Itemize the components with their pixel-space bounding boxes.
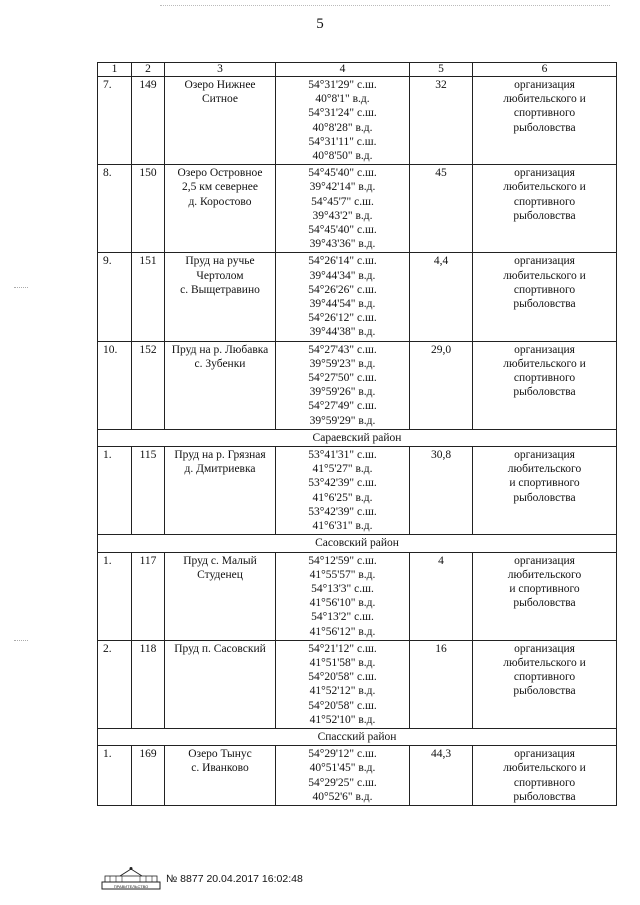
purpose-line: организация (514, 255, 575, 268)
table-header-row (98, 63, 617, 77)
coordinates-line: 54°26'14" с.ш. (308, 255, 377, 268)
area: 16 (410, 640, 473, 728)
coordinates-line: 54°20'58" с.ш. (308, 671, 377, 684)
site-name (165, 552, 276, 640)
row-number: 1. (98, 746, 132, 806)
table-row (98, 552, 617, 640)
area: 30,8 (410, 447, 473, 535)
coordinates-line: 54°29'25" с.ш. (308, 776, 377, 789)
purpose-line: любительского (507, 463, 582, 476)
coordinates-line: 39°44'54" в.д. (309, 298, 376, 311)
site-name-line: Пруд п. Сасовский (174, 642, 266, 655)
purpose (473, 640, 617, 728)
site-name-line: 2,5 км севернее (182, 181, 258, 194)
purpose-line: спортивного (513, 671, 576, 684)
purpose (473, 77, 617, 165)
page-number: 5 (316, 16, 324, 32)
table-row (98, 640, 617, 728)
site-name (165, 640, 276, 728)
coordinates-line: 39°44'34" в.д. (309, 269, 376, 282)
coordinates-line: 40°52'6" в.д. (312, 790, 373, 803)
region-header-row (98, 535, 617, 552)
coordinates-line: 54°12'59" с.ш. (308, 554, 377, 567)
purpose-line: спортивного (513, 195, 576, 208)
coordinates (276, 640, 410, 728)
document-footer (100, 866, 320, 896)
coordinates-line: 40°8'1" в.д. (315, 93, 370, 106)
site-name-line: Пруд на р. Любавка (171, 343, 269, 356)
coordinates-line: 41°56'10" в.д. (309, 597, 376, 610)
coordinates-line: 39°59'26" в.д. (309, 386, 376, 399)
site-name (165, 253, 276, 341)
coordinates-line: 53°41'31" с.ш. (308, 449, 377, 462)
purpose-line: любительского и (503, 269, 586, 282)
purpose-line: организация (514, 748, 575, 761)
site-name-line: Пруд на ручье (185, 255, 255, 268)
site-code: 118 (132, 640, 165, 728)
purpose (473, 746, 617, 806)
site-name-line: д. Дмитриевка (184, 463, 256, 476)
site-code: 117 (132, 552, 165, 640)
site-name (165, 341, 276, 429)
coordinates-line: 54°31'29" с.ш. (308, 79, 377, 91)
coordinates (276, 341, 410, 429)
purpose-line: и спортивного (509, 477, 580, 490)
purpose (473, 447, 617, 535)
purpose-line: рыболовства (513, 209, 576, 222)
coordinates-line: 54°31'11" с.ш. (308, 135, 377, 148)
site-code: 169 (132, 746, 165, 806)
area: 29,0 (410, 341, 473, 429)
site-code: 150 (132, 165, 165, 253)
site-name-line: Озеро Тынус (188, 748, 252, 761)
site-name (165, 77, 276, 165)
coordinates (276, 165, 410, 253)
coordinates-line: 39°42'14" в.д. (309, 181, 376, 194)
seal-caption: ПРАВИТЕЛЬСТВО (113, 884, 149, 889)
area: 44,3 (410, 746, 473, 806)
site-name (165, 746, 276, 806)
coordinates-line: 53°42'39" с.ш. (308, 505, 377, 518)
site-name-line: Пруд с. Малый (183, 554, 257, 567)
row-number: 1. (98, 447, 132, 535)
site-name-line: Озеро Нижнее (184, 79, 256, 91)
site-name (165, 447, 276, 535)
row-number: 1. (98, 552, 132, 640)
coordinates-line: 41°6'25" в.д. (312, 491, 373, 504)
coordinates-line: 54°45'40" с.ш. (308, 167, 377, 180)
table-row (98, 447, 617, 535)
column-header: 1 (98, 63, 132, 77)
area: 32 (410, 77, 473, 165)
table-row (98, 341, 617, 429)
coordinates-line: 54°45'7" с.ш. (311, 195, 374, 208)
region-header-row (98, 728, 617, 745)
area: 45 (410, 165, 473, 253)
coordinates-line: 53°42'39" с.ш. (308, 477, 377, 490)
purpose-line: рыболовства (513, 491, 576, 504)
purpose-line: любительского и (503, 181, 586, 194)
column-header: 6 (473, 63, 617, 77)
table-row (98, 746, 617, 806)
coordinates-line: 54°26'26" с.ш. (308, 283, 377, 296)
table-row (98, 253, 617, 341)
table-row (98, 165, 617, 253)
coordinates-line: 40°51'45" в.д. (309, 762, 376, 775)
site-code: 149 (132, 77, 165, 165)
site-code: 152 (132, 341, 165, 429)
purpose (473, 253, 617, 341)
coordinates (276, 447, 410, 535)
row-number: 9. (98, 253, 132, 341)
table-row (98, 77, 617, 165)
area: 4 (410, 552, 473, 640)
column-header: 2 (132, 63, 165, 77)
region-header-row (98, 429, 617, 446)
coordinates-line: 54°45'40" с.ш. (308, 224, 377, 237)
area: 4,4 (410, 253, 473, 341)
site-code: 151 (132, 253, 165, 341)
purpose-line: организация (514, 449, 575, 462)
purpose-line: спортивного (513, 107, 576, 120)
site-name-line: с. Выщетравино (180, 283, 260, 296)
government-seal-icon (100, 866, 162, 892)
coordinates-line: 41°5'27" в.д. (312, 463, 373, 476)
coordinates-line: 39°44'38" в.д. (309, 326, 376, 339)
column-header: 3 (165, 63, 276, 77)
site-name-line: с. Зубенки (194, 357, 246, 370)
coordinates-line: 39°59'23" в.д. (309, 357, 376, 370)
coordinates-line: 54°27'43" с.ш. (308, 343, 377, 356)
purpose-line: любительского и (503, 93, 586, 106)
purpose-line: рыболовства (513, 685, 576, 698)
purpose-line: любительского и (503, 762, 586, 775)
coordinates-line: 41°6'31" в.д. (312, 520, 373, 533)
coordinates-line: 54°31'24" с.ш. (308, 107, 377, 120)
coordinates-line: 41°51'58" в.д. (309, 656, 376, 669)
coordinates-line: 39°43'2" в.д. (312, 209, 373, 222)
coordinates-line: 39°43'36" в.д. (309, 238, 376, 251)
coordinates-line: 54°27'49" с.ш. (308, 400, 377, 413)
coordinates-line: 54°26'12" с.ш. (308, 312, 377, 325)
coordinates-line: 54°29'12" с.ш. (308, 748, 377, 761)
region-name: Спасский район (98, 728, 617, 745)
site-name-line: Студенец (197, 568, 243, 581)
coordinates-line: 41°55'57" в.д. (309, 568, 376, 581)
purpose (473, 165, 617, 253)
coordinates-line: 40°8'50" в.д. (312, 150, 373, 163)
purpose-line: рыболовства (513, 121, 576, 134)
coordinates-line: 54°13'3" с.ш. (311, 582, 374, 595)
site-name-line: с. Иванково (191, 762, 249, 775)
site-name-line: Чертолом (196, 269, 244, 282)
coordinates (276, 552, 410, 640)
purpose-line: любительского (507, 568, 582, 581)
coordinates-line: 41°52'10" в.д. (309, 713, 376, 726)
coordinates-line: 39°59'29" в.д. (309, 414, 376, 427)
coordinates-line: 54°13'2" с.ш. (311, 611, 374, 624)
site-name-line: Пруд на р. Грязная (174, 449, 266, 462)
purpose-line: организация (514, 343, 575, 356)
site-name-line: Озеро Островное (177, 167, 263, 180)
row-number: 2. (98, 640, 132, 728)
coordinates-line: 54°21'12" с.ш. (308, 642, 377, 655)
purpose-line: рыболовства (513, 298, 576, 311)
registration-stamp: № 8877 20.04.2017 16:02:48 (166, 873, 303, 885)
purpose (473, 341, 617, 429)
purpose-line: организация (514, 554, 575, 567)
coordinates-line: 54°20'58" с.ш. (308, 699, 377, 712)
site-name (165, 165, 276, 253)
purpose (473, 552, 617, 640)
purpose-line: организация (514, 642, 575, 655)
row-number: 7. (98, 77, 132, 165)
scan-artifact-dots (160, 5, 610, 7)
purpose-line: рыболовства (513, 597, 576, 610)
purpose-line: спортивного (513, 283, 576, 296)
site-name-line: д. Коростово (188, 195, 252, 208)
scan-artifact-mark (14, 287, 28, 289)
coordinates (276, 77, 410, 165)
row-number: 8. (98, 165, 132, 253)
scan-artifact-mark (14, 640, 28, 642)
fishing-sites-table (97, 62, 617, 806)
purpose-line: спортивного (513, 372, 576, 385)
region-name: Сасовский район (98, 535, 617, 552)
site-name-line: Ситное (202, 93, 238, 106)
purpose-line: и спортивного (509, 582, 580, 595)
coordinates-line: 54°27'50" с.ш. (308, 372, 377, 385)
purpose-line: любительского и (503, 357, 586, 370)
coordinates (276, 253, 410, 341)
purpose-line: организация (514, 167, 575, 180)
purpose-line: рыболовства (513, 790, 576, 803)
coordinates-line: 41°56'12" в.д. (309, 625, 376, 638)
purpose-line: рыболовства (513, 386, 576, 399)
purpose-line: организация (514, 79, 575, 91)
site-code: 115 (132, 447, 165, 535)
region-name: Сараевский район (98, 429, 617, 446)
purpose-line: любительского и (503, 656, 586, 669)
row-number: 10. (98, 341, 132, 429)
purpose-line: спортивного (513, 776, 576, 789)
coordinates-line: 40°8'28" в.д. (312, 121, 373, 134)
column-header: 4 (276, 63, 410, 77)
coordinates (276, 746, 410, 806)
column-header: 5 (410, 63, 473, 77)
coordinates-line: 41°52'12" в.д. (309, 685, 376, 698)
